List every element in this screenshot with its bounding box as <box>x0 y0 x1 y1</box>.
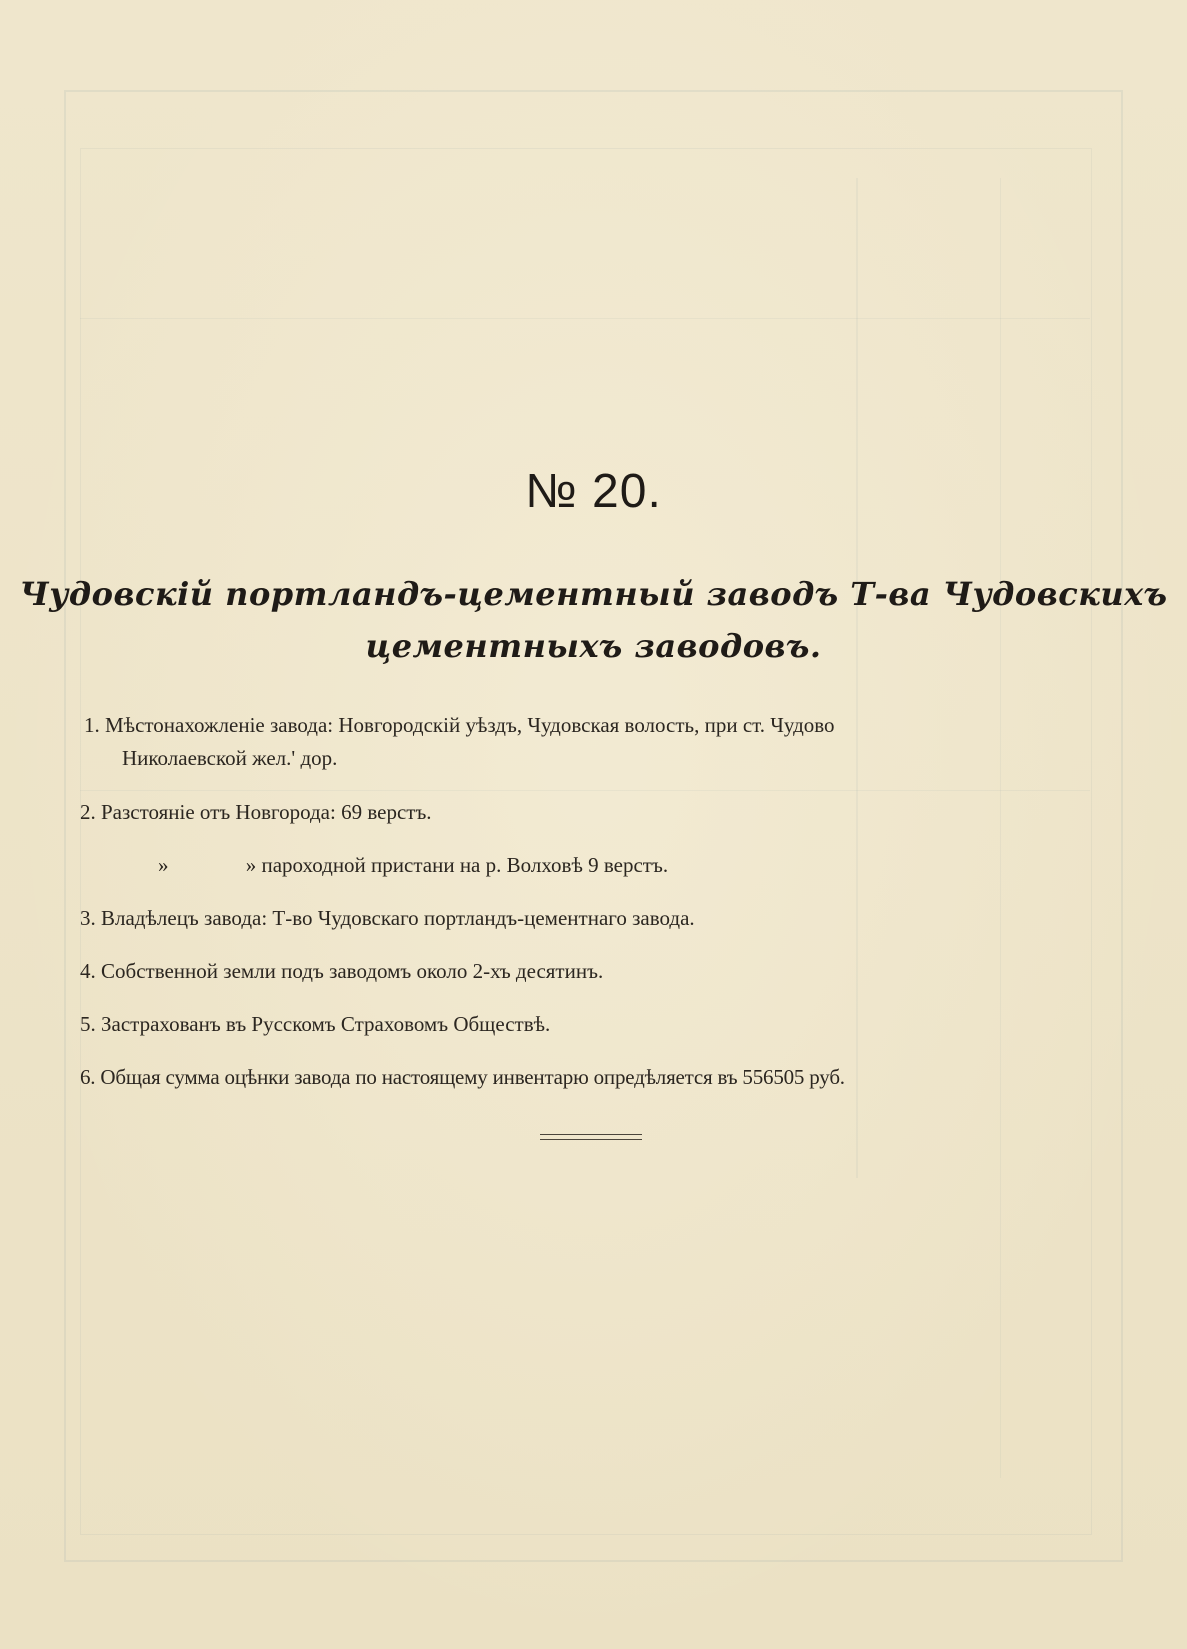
item-number: 4. <box>80 959 96 983</box>
heading-line-1: Чудовскій портландъ-цементный заводъ Т-ва Чудовскихъ <box>19 575 1168 613</box>
show-through-inner-frame <box>80 148 1092 1535</box>
item-text: Владѣлецъ завода: Т-во Чудовскаго портландъ-цементнаго завода. <box>101 906 695 930</box>
item-land <box>80 959 603 984</box>
item-insurance <box>80 1012 550 1037</box>
item-text: Николаевской жел.' дор. <box>122 746 338 770</box>
show-through-line <box>80 790 1090 791</box>
closing-rule-bottom <box>540 1139 642 1140</box>
closing-rule-top <box>540 1134 642 1135</box>
item-number: 3. <box>80 906 96 930</box>
document-number: № 20. <box>525 465 662 518</box>
item-text: Общая сумма оцѣнки завода по настоящему инвентарю опредѣляется въ 556505 руб. <box>100 1065 845 1089</box>
item-text: Застрахованъ въ Русскомъ Страховомъ Обществѣ. <box>101 1012 551 1036</box>
item-text: » пароходной пристани на р. Волховѣ 9 верстъ. <box>245 853 669 877</box>
factory-heading <box>0 568 1187 672</box>
item-distance <box>80 800 432 825</box>
item-text: Собственной земли подъ заводомъ около 2-хъ десятинъ. <box>101 959 604 983</box>
item-location <box>84 713 835 738</box>
show-through-line <box>856 178 858 1178</box>
item-number: 5. <box>80 1012 96 1036</box>
item-valuation <box>80 1065 845 1090</box>
item-distance-pier <box>158 853 668 878</box>
show-through-line <box>1000 178 1001 1478</box>
item-text: Разстояніе отъ Новгорода: 69 верстъ. <box>101 800 432 824</box>
item-location-continued <box>122 746 337 771</box>
item-ditto-mark: » <box>158 853 169 877</box>
heading-line-2: цементныхъ заводовъ. <box>365 627 822 665</box>
item-text: Мѣстонахожленіе завода: Новгородскій уѣздъ, Чудовская волость, при ст. Чудово <box>105 713 835 737</box>
item-owner <box>80 906 695 931</box>
show-through-line <box>80 318 1090 319</box>
item-number: 1. <box>84 713 100 737</box>
item-number: 2. <box>80 800 96 824</box>
item-number: 6. <box>80 1065 96 1089</box>
